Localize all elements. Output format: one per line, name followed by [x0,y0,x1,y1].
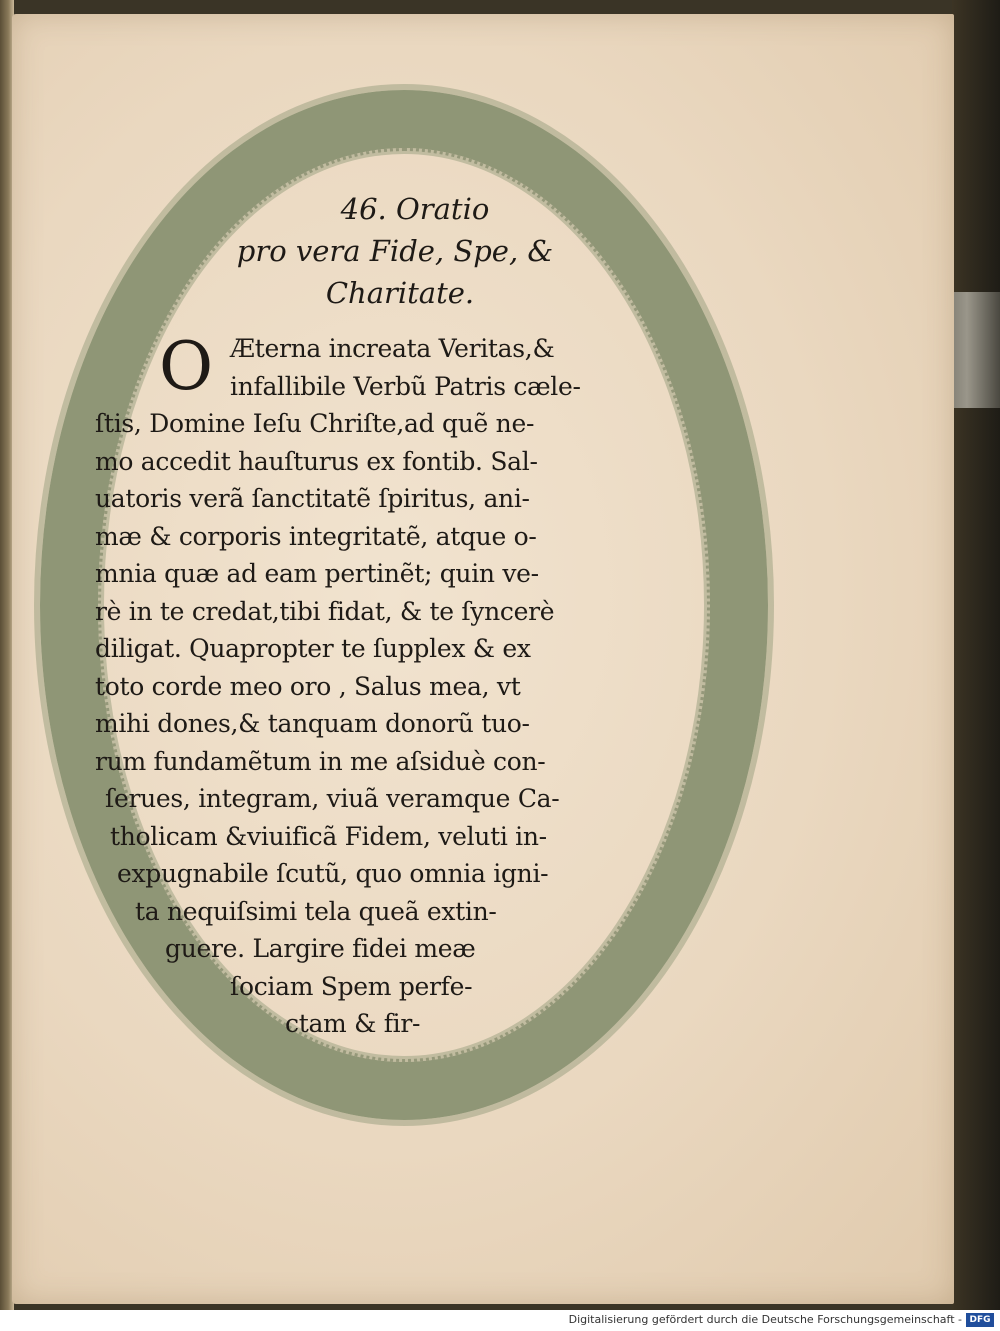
heading-line-3: Charitate. [325,276,475,310]
body-line: uatoris verã ſanctitatẽ ſpiritus, ani- [95,484,530,513]
drop-cap-initial: O [159,328,213,405]
body-line: rè in te credat,tibi fidat, & te ſyncerè [95,596,555,626]
body-line: Æterna increata Veritas,& [230,334,555,363]
heading-line-1 [95,188,695,230]
body-line: mæ & corporis integritatẽ, atque o- [95,521,537,551]
dfg-logo-icon: DFG [966,1313,994,1327]
digitization-footer [0,1310,1000,1331]
heading-oratio: Oratio [396,192,490,226]
body-line: diligat. Quapropter te ſupplex & ex [95,634,531,663]
body-line: infallibile Verbũ Patris cæle- [230,371,581,401]
body-line: ta nequiſsimi tela queã extin- [135,896,497,926]
page-edge-right [952,0,1000,1310]
prayer-body [95,330,695,1043]
prayer-text-block [95,188,695,1043]
heading-line-2: pro vera Fide, Spe, & [236,234,554,268]
footer-credit: Digitalisierung gefördert durch die Deutsche Forschungsgemeinschaft - [568,1313,962,1326]
body-line: ſerues, integram, viuã veramque Ca- [105,784,560,813]
body-line: toto corde meo oro , Salus mea, vt [95,671,521,701]
body-line: mo accedit hauſturus ex fontib. Sal- [95,446,538,476]
body-line: ſociam Spem perfe- [230,971,473,1001]
body-line: ſtis, Domine Ieſu Chriſte,ad quẽ ne- [95,409,535,438]
body-line: guere. Largire fidei meæ [165,934,476,963]
body-line: rum fundamẽtum in me aſsiduè con- [95,746,546,776]
body-line: expugnabile ſcutũ, quo omnia igni- [117,859,549,888]
body-line: mihi dones,& tanquam donorũ tuo- [95,709,530,738]
page-number: 46. [340,192,387,226]
body-line: ctam & fir- [285,1009,421,1038]
body-line: tholicam &viuificã Fidem, veluti in- [110,821,547,851]
body-line: mnia quæ ad eam pertinẽt; quin ve- [95,559,539,588]
